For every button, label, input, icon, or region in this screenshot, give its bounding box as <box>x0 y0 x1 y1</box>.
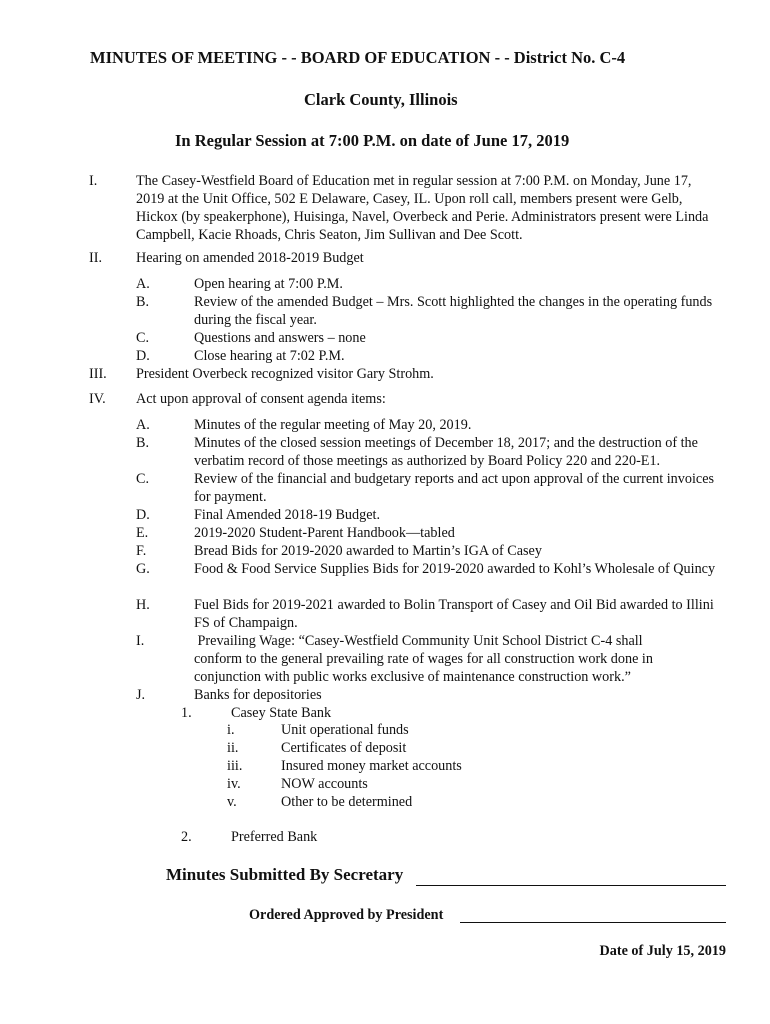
section-number: IV. <box>89 391 106 407</box>
list-item: Open hearing at 7:00 P.M. <box>194 276 343 292</box>
list-item: Fuel Bids for 2019-2021 awarded to Bolin Transport of Casey and Oil Bid awarded to Illini FS of Champaign. <box>194 597 714 631</box>
item-letter: A. <box>136 417 150 433</box>
account-number: iii. <box>227 758 243 774</box>
list-item: 2019-2020 Student-Parent Handbook—tabled <box>194 525 455 541</box>
item-letter: A. <box>136 276 150 292</box>
item-letter: F. <box>136 543 147 559</box>
account-type: Certificates of deposit <box>281 740 407 756</box>
item-letter: H. <box>136 597 150 613</box>
list-item: Food & Food Service Supplies Bids for 2019-2020 awarded to Kohl’s Wholesale of Quincy <box>194 561 716 577</box>
session-heading: In Regular Session at 7:00 P.M. on date of June 17, 2019 <box>175 131 570 150</box>
list-item: Final Amended 2018-19 Budget. <box>194 507 380 523</box>
president-signature-line <box>460 922 726 923</box>
item-letter: I. <box>136 633 145 649</box>
item-letter: G. <box>136 561 150 577</box>
section-text: The Casey-Westfield Board of Education met in regular session at 7:00 P.M. on Monday, June 17, 2019 at the Unit Office, 502 E Delaware, Casey, IL. Upon roll call, members present were Gelb, Hickox (by speakerphone), Huisinga, Navel, Overbeck and Perie. Administrators present were Linda Campbell, Kacie Rhoads, Chris Seaton, Jim Sullivan and Dee Scott. <box>136 173 709 243</box>
list-item: Bread Bids for 2019-2020 awarded to Martin’s IGA of Casey <box>194 543 542 559</box>
section-text: Hearing on amended 2018-2019 Budget <box>136 250 364 266</box>
account-type: Insured money market accounts <box>281 758 462 774</box>
list-item: Prevailing Wage: “Casey-Westfield Community Unit School District C-4 shall conform to the general prevailing rate of wages for all construction work done in conjunction with public works exclusive of maintenance construction work.” <box>194 633 657 685</box>
account-type: Unit operational funds <box>281 722 409 738</box>
section-number: I. <box>89 173 98 189</box>
bank-name: Preferred Bank <box>231 829 318 845</box>
item-letter: D. <box>136 348 150 364</box>
list-item: Banks for depositories <box>194 687 322 703</box>
item-letter: B. <box>136 294 150 310</box>
document-title: MINUTES OF MEETING - - BOARD OF EDUCATION - - District No. C-4 <box>90 48 626 67</box>
list-item: Questions and answers – none <box>194 330 366 346</box>
item-letter: J. <box>136 687 146 703</box>
item-letter: C. <box>136 330 150 346</box>
account-number: v. <box>227 794 237 810</box>
bank-number: 1. <box>181 705 192 721</box>
item-letter: C. <box>136 471 150 487</box>
item-letter: E. <box>136 525 149 541</box>
section-number: III. <box>89 366 107 382</box>
president-signature-label: Ordered Approved by President <box>249 907 444 923</box>
account-number: iv. <box>227 776 241 792</box>
account-number: ii. <box>227 740 239 756</box>
bank-number: 2. <box>181 829 192 845</box>
list-item: Minutes of the regular meeting of May 20, 2019. <box>194 417 472 433</box>
account-number: i. <box>227 722 235 738</box>
list-item: Minutes of the closed session meetings of December 18, 2017; and the destruction of the verbatim record of those meetings as authorized by Board Policy 220 and 220-E1. <box>194 435 698 469</box>
item-letter: B. <box>136 435 150 451</box>
section-number: II. <box>89 250 102 266</box>
section-text: Act upon approval of consent agenda items: <box>136 391 386 407</box>
section-text: President Overbeck recognized visitor Gary Strohm. <box>136 366 434 382</box>
list-item: Close hearing at 7:02 P.M. <box>194 348 345 364</box>
county-heading: Clark County, Illinois <box>304 90 458 109</box>
list-item: Review of the financial and budgetary reports and act upon approval of the current invoices for payment. <box>194 471 715 505</box>
bank-name: Casey State Bank <box>231 705 332 721</box>
item-letter: D. <box>136 507 150 523</box>
approval-date: Date of July 15, 2019 <box>599 943 726 959</box>
account-type: NOW accounts <box>281 776 368 792</box>
secretary-signature-label: Minutes Submitted By Secretary <box>166 865 404 884</box>
secretary-signature-line <box>416 885 726 886</box>
account-type: Other to be determined <box>281 794 413 810</box>
list-item: Review of the amended Budget – Mrs. Scott highlighted the changes in the operating funds during the fiscal year. <box>194 294 713 328</box>
